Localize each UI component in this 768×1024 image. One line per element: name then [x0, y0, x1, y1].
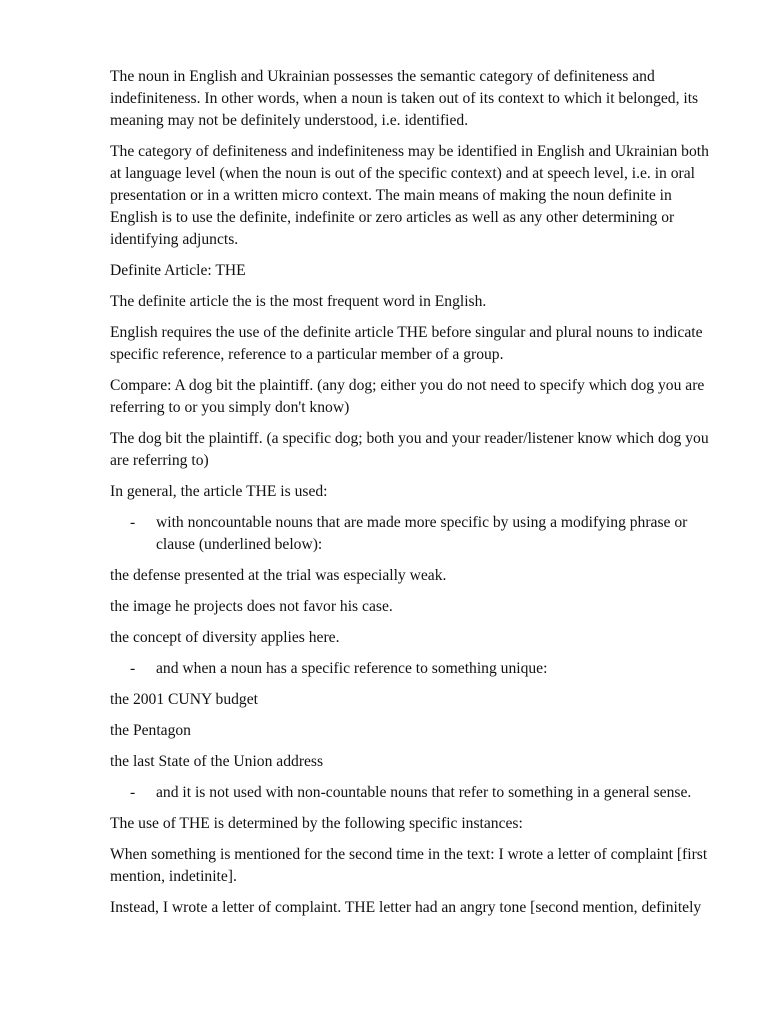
example-image: the image he projects does not favor his case.: [110, 598, 393, 615]
bullet-unique-reference: [110, 658, 722, 680]
paragraph-general-usage: In general, the article THE is used:: [110, 483, 328, 500]
paragraph-language-speech-level: The category of definiteness and indefiniteness may be identified in English and Ukrainian both at language level (when the noun is out of the specific context) and at speech level, i.e. in oral presentation or in a written micro context. The main means of making the noun definite in English is to use the definite, indefinite or zero articles as well as any other determining or identifying adjuncts.: [110, 143, 709, 248]
paragraph-second-mention-example: Instead, I wrote a letter of complaint. THE letter had an angry tone [second mention, definitely: [110, 899, 702, 916]
document-page: [110, 66, 722, 928]
paragraph-second-mention: When something is mentioned for the second time in the text: I wrote a letter of complaint [first mention, indetinite].: [110, 846, 708, 885]
bullet-dash: -: [130, 514, 136, 531]
paragraph-specific-instances: The use of THE is determined by the following specific instances:: [110, 815, 523, 832]
section-heading-definite-article: Definite Article: THE: [110, 262, 246, 279]
example-pentagon: the Pentagon: [110, 722, 191, 739]
paragraph-compare-example: Compare: A dog bit the plaintiff. (any dog; either you do not need to specify which dog you are referring to or you simply don't know): [110, 377, 705, 416]
paragraph-specific-dog-example: The dog bit the plaintiff. (a specific dog; both you and your reader/listener know which dog you are referring to): [110, 430, 709, 469]
example-cuny-budget: the 2001 CUNY budget: [110, 691, 258, 708]
paragraph-most-frequent-word: The definite article the is the most frequent word in English.: [110, 293, 487, 310]
example-defense: the defense presented at the trial was especially weak.: [110, 567, 447, 584]
bullet-dash: -: [130, 660, 136, 677]
bullet-text: and it is not used with non-countable nouns that refer to something in a general sense.: [156, 784, 692, 801]
bullet-general-sense: [110, 782, 722, 804]
bullet-dash: -: [130, 784, 136, 801]
bullet-text: and when a noun has a specific reference to something unique:: [156, 660, 548, 677]
bullet-noncountable-nouns: [110, 512, 722, 556]
paragraph-specific-reference: English requires the use of the definite article THE before singular and plural nouns to indicate specific reference, reference to a particular member of a group.: [110, 324, 703, 363]
example-state-of-union: the last State of the Union address: [110, 753, 324, 770]
bullet-text: with noncountable nouns that are made more specific by using a modifying phrase or clause (underlined below):: [156, 514, 688, 553]
paragraph-definiteness-intro: The noun in English and Ukrainian possesses the semantic category of definiteness and indefiniteness. In other words, when a noun is taken out of its context to which it belonged, its meaning may not be definitely understood, i.e. identified.: [110, 68, 699, 129]
example-concept: the concept of diversity applies here.: [110, 629, 340, 646]
